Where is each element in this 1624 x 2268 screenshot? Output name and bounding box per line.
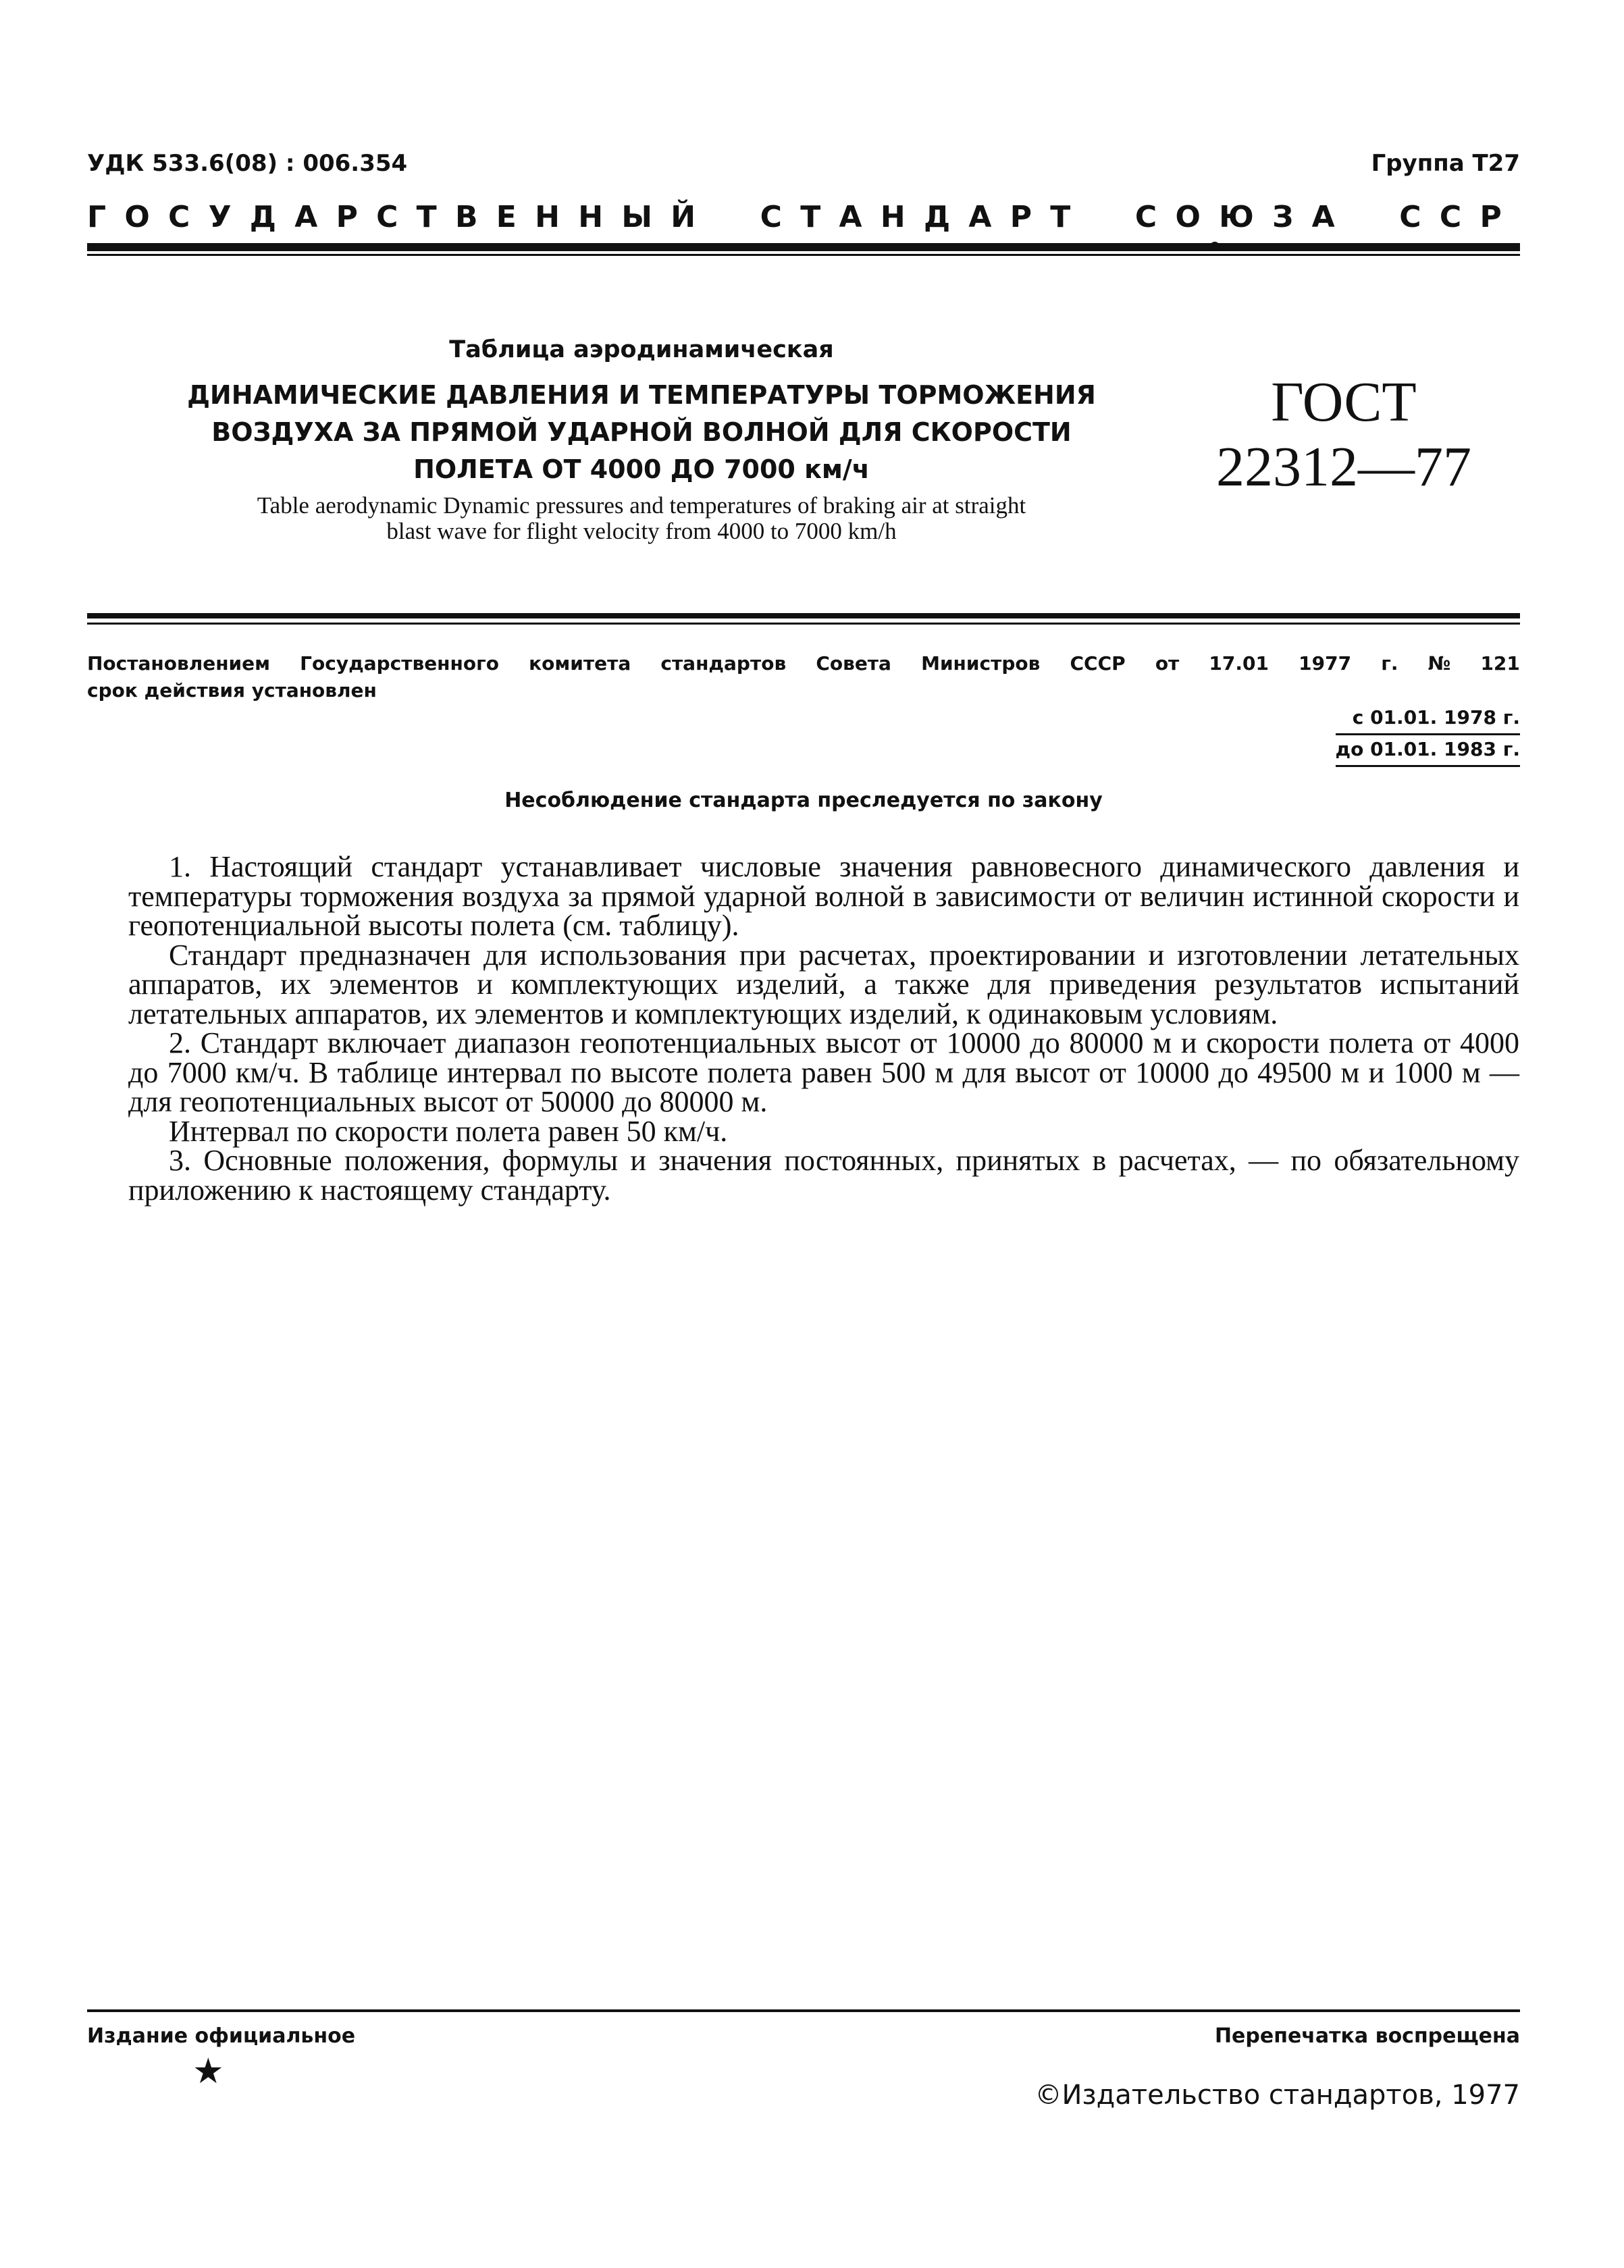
- gost-designation: [1175, 370, 1513, 500]
- paragraph-5: 3. Основные положения, формулы и значения постоянных, принятых в расчетах, — по обязательному приложению к настоящему стандарту.: [128, 1144, 1519, 1207]
- main-title-line-2: ВОЗДУХА ЗА ПРЯМОЙ УДАРНОЙ ВОЛНОЙ ДЛЯ СКОРОСТИ: [211, 417, 1072, 447]
- english-title: [108, 493, 1175, 544]
- validity-to: до 01.01. 1983 г.: [1336, 735, 1521, 767]
- star-icon: ★: [192, 2051, 224, 2092]
- gost-number: 22312—77: [1216, 436, 1471, 498]
- paragraph-2: Стандарт предназначен для использования при расчетах, проектировании и изготовлении летательных аппаратов, их элементов и комплектующих изделий, а также для приведения результатов испытаний летательных аппаратов, их элементов и комплектующих изделий, к одинаковым условиям.: [128, 938, 1519, 1030]
- decree-number-sign: №: [1427, 652, 1451, 675]
- decree-word: г.: [1381, 652, 1398, 675]
- decree-word: стандартов: [660, 652, 787, 675]
- paragraph-4: Интервал по скорости полета равен 50 км/ч.: [169, 1114, 728, 1148]
- validity-from: с 01.01. 1978 г.: [1336, 704, 1521, 735]
- heading-word-standard: СТАНДАРТ: [760, 200, 1089, 234]
- main-title-line-3: ПОЛЕТА ОТ 4000 ДО 7000 км/ч: [413, 454, 870, 484]
- header-rule-dot: [1210, 242, 1220, 251]
- decree-year: 1977: [1299, 652, 1352, 675]
- title-rule-thick: [87, 613, 1520, 618]
- legal-warning: Несоблюдение стандарта преследуется по закону: [504, 789, 1103, 812]
- english-title-line-2: blast wave for flight velocity from 4000 to 7000 km/h: [386, 518, 897, 544]
- validity-dates: [1336, 704, 1521, 767]
- heading-word-state: ГОСУДАРСТВЕННЫЙ: [87, 200, 714, 234]
- decree-word: комитета: [529, 652, 631, 675]
- header-rule-thin: [87, 254, 1520, 256]
- paragraph-1: 1. Настоящий стандарт устанавливает числовые значения равновесного динамического давления и температуры торможения воздуха за прямой ударной волной в зависимости от величин истинной скорости и геопотенциальной высоты полета (см. таблицу).: [128, 850, 1519, 942]
- decree-word: от: [1155, 652, 1180, 675]
- copyright: ©Издательство стандартов, 1977: [1034, 2080, 1520, 2111]
- body-text: [128, 852, 1519, 1205]
- decree-date: 17.01: [1209, 652, 1269, 675]
- decree-number: 121: [1480, 652, 1520, 675]
- table-subtitle: Таблица аэродинамическая: [449, 336, 834, 363]
- english-title-line-1: Table aerodynamic Dynamic pressures and temperatures of braking air at straight: [257, 492, 1026, 519]
- heading-word-ussr: ССР: [1399, 200, 1520, 234]
- decree-word: Совета: [816, 652, 891, 675]
- header-rule-thick: [87, 243, 1520, 251]
- udk-code: УДК 533.6(08) : 006.354: [87, 150, 408, 177]
- title-rule-thin: [87, 623, 1520, 625]
- main-title-line-1: ДИНАМИЧЕСКИЕ ДАВЛЕНИЯ И ТЕМПЕРАТУРЫ ТОРМОЖЕНИЯ: [187, 380, 1096, 410]
- decree-word: Государственного: [300, 652, 499, 675]
- state-standard-heading: [87, 200, 1520, 234]
- footer-rule: [87, 2009, 1520, 2012]
- decree-word: Постановлением: [87, 652, 271, 675]
- official-edition: Издание официальное: [87, 2024, 356, 2048]
- group-code: Группа Т27: [1371, 150, 1520, 177]
- gost-label: ГОСТ: [1271, 371, 1417, 433]
- decree-word: Министров: [921, 652, 1041, 675]
- decree-line: [87, 652, 1520, 675]
- heading-word-union: СОЮЗА: [1134, 200, 1353, 234]
- main-title: [95, 377, 1188, 488]
- reprint-forbidden: Перепечатка воспрещена: [1214, 2024, 1520, 2048]
- decree-word: СССР: [1070, 652, 1126, 675]
- paragraph-3: 2. Стандарт включает диапазон геопотенциальных высот от 10000 до 80000 м и скорости полета от 4000 до 7000 км/ч. В таблице интервал по высоте полета равен 500 м для высот от 10000 до 49500 м и 1000 м — для геопотенциальных высот от 50000 до 80000 м.: [128, 1026, 1519, 1118]
- validity-label: срок действия установлен: [87, 679, 377, 702]
